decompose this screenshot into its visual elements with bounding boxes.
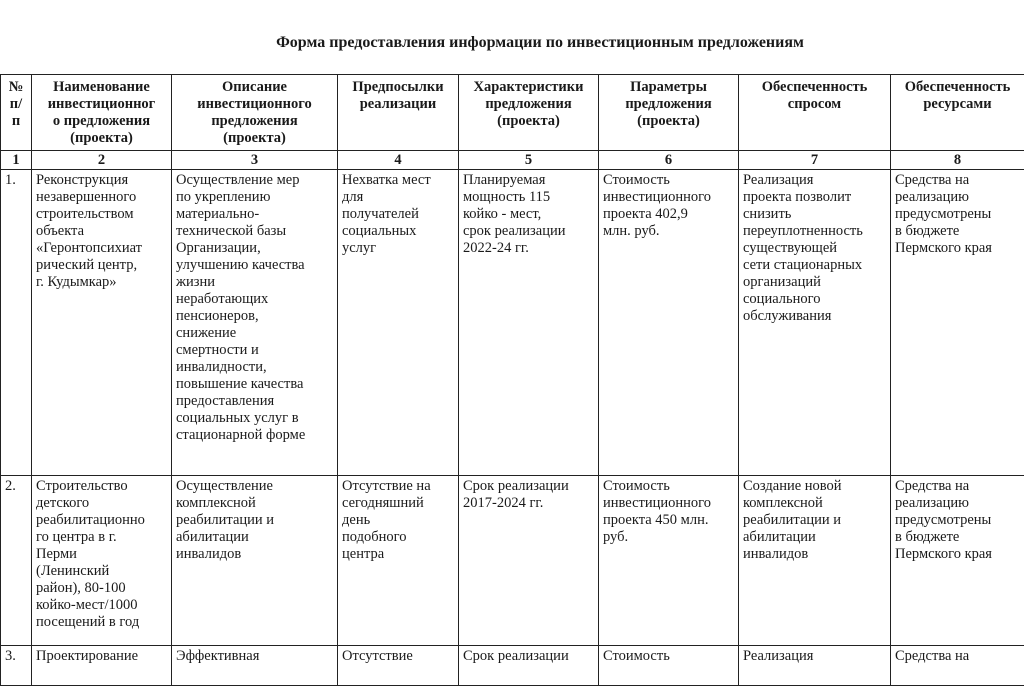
project-parameters: Стоимость инвестиционного проекта 402,9 млн. руб. [599,170,739,476]
column-number: 7 [739,151,891,170]
investment-table [0,74,1024,686]
project-resources: Средства на реализацию предусмотрены в бюджете Пермского края [891,476,1024,646]
table-row [1,170,1024,476]
project-characteristics: Срок реализации 2017-2024 гг. [459,476,599,646]
project-demand: Реализация проекта позволит снизить переуплотненность существующей сети стационарных организаций социального обслуживания [739,170,891,476]
project-characteristics: Планируемая мощность 115 койко - мест, срок реализации 2022-24 гг. [459,170,599,476]
table-row [1,476,1024,646]
project-resources: Средства на [891,646,1024,686]
project-description: Осуществление мер по укреплению материально- технической базы Организации, улучшению качества жизни неработающих пенсионеров, снижение смертности и инвалидности, повышение качества предоставления социальных услуг в стационарной форме [172,170,338,476]
row-number: 3. [1,646,32,686]
project-prerequisites: Отсутствие на сегодняшний день подобного центра [338,476,459,646]
project-prerequisites: Нехватка мест для получателей социальных услуг [338,170,459,476]
project-name: Реконструкция незавершенного строительством объекта «Геронтопсихиат рический центр, г. Кудымкар» [32,170,172,476]
table-row [1,646,1024,686]
project-name: Строительство детского реабилитационно го центра в г. Перми (Ленинский район), 80-100 койко-мест/1000 посещений в год [32,476,172,646]
project-characteristics: Срок реализации [459,646,599,686]
project-resources: Средства на реализацию предусмотрены в бюджете Пермского края [891,170,1024,476]
column-header-resources: Обеспеченность ресурсами [891,75,1024,151]
project-description: Осуществление комплексной реабилитации и абилитации инвалидов [172,476,338,646]
column-number: 2 [32,151,172,170]
project-description: Эффективная [172,646,338,686]
project-parameters: Стоимость инвестиционного проекта 450 млн. руб. [599,476,739,646]
project-prerequisites: Отсутствие [338,646,459,686]
header-row [1,75,1024,151]
column-header-prerequisites: Предпосылки реализации [338,75,459,151]
column-header-description: Описание инвестиционного предложения (проекта) [172,75,338,151]
page-title: Форма предоставления информации по инвестиционным предложениям [0,34,1024,52]
project-parameters: Стоимость [599,646,739,686]
column-number: 6 [599,151,739,170]
row-number: 2. [1,476,32,646]
column-number: 1 [1,151,32,170]
column-header-parameters: Параметры предложения (проекта) [599,75,739,151]
column-number-row [1,151,1024,170]
column-number: 4 [338,151,459,170]
column-number: 3 [172,151,338,170]
row-number: 1. [1,170,32,476]
column-header-name: Наименование инвестиционног о предложения (проекта) [32,75,172,151]
project-demand: Реализация [739,646,891,686]
project-name: Проектирование [32,646,172,686]
column-number: 5 [459,151,599,170]
column-header-number: № п/ п [1,75,32,151]
project-demand: Создание новой комплексной реабилитации и абилитации инвалидов [739,476,891,646]
column-header-demand: Обеспеченность спросом [739,75,891,151]
column-header-characteristics: Характеристики предложения (проекта) [459,75,599,151]
column-number: 8 [891,151,1024,170]
